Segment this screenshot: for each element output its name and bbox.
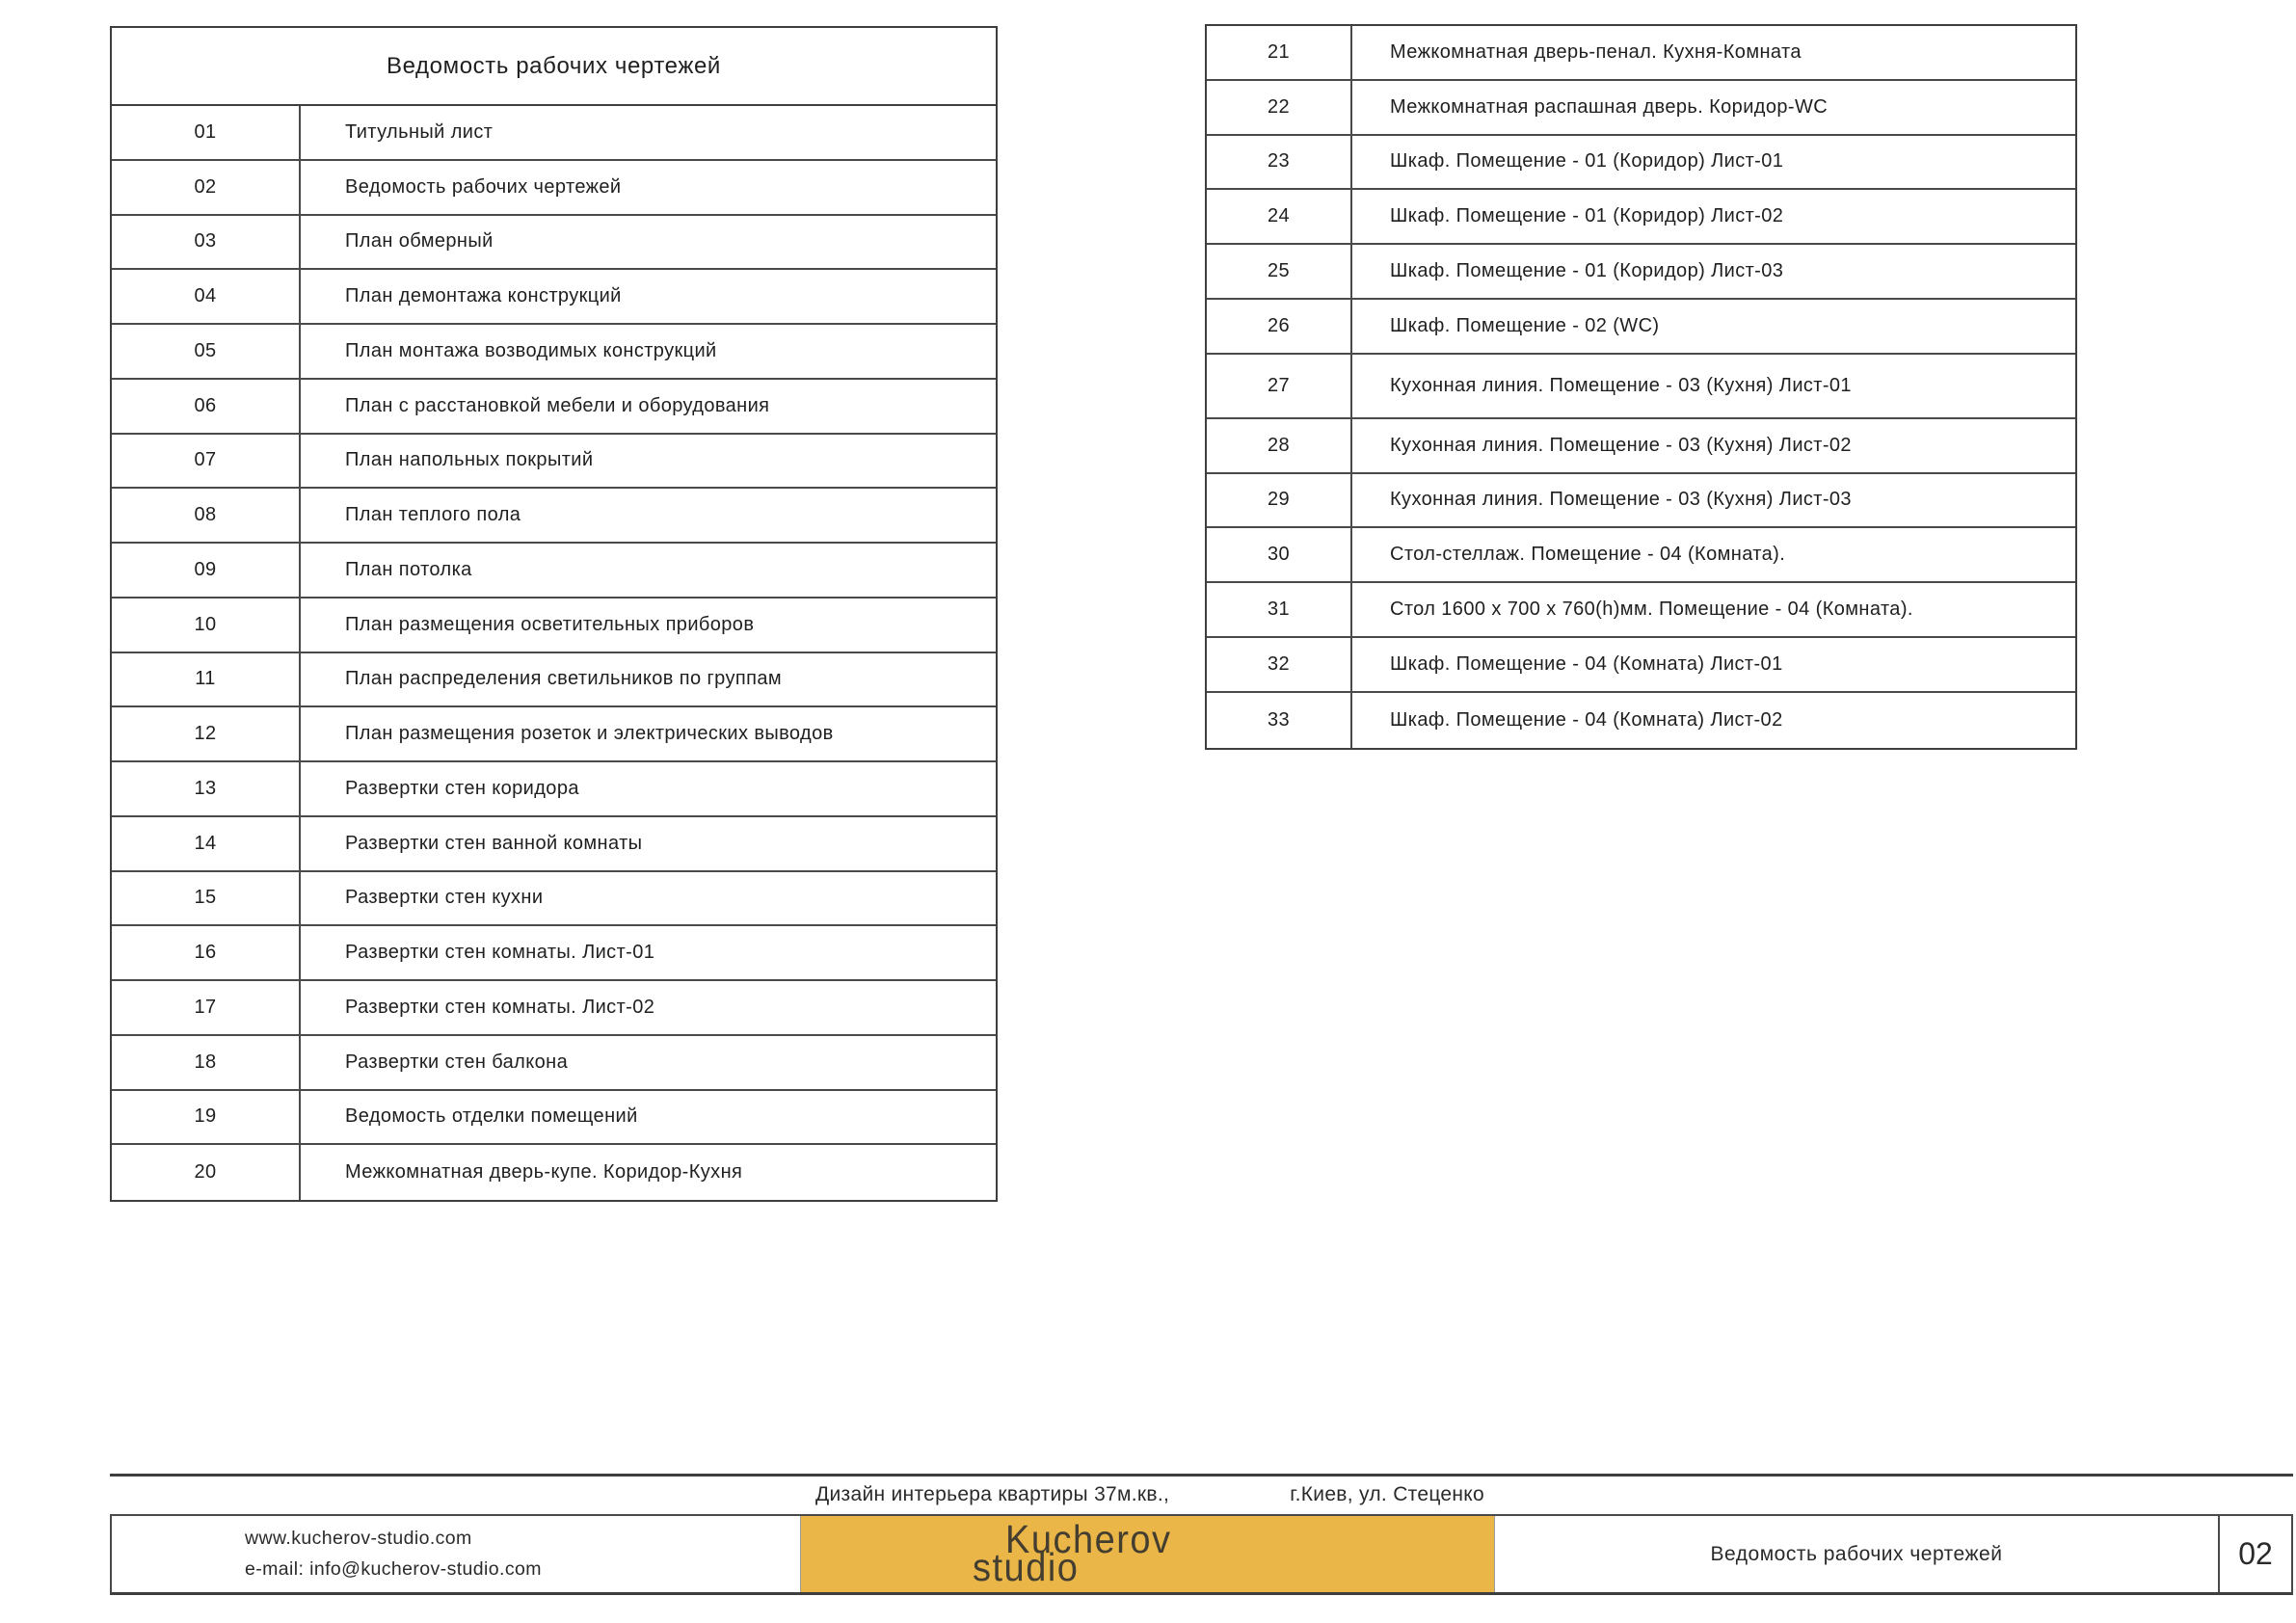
table-row [112, 762, 996, 817]
sheet-title-cell: Стол 1600 x 700 x 760(h)мм. Помещение - 04 (Комната). [1390, 599, 1913, 621]
project-name: Дизайн интерьера квартиры 37м.кв., [815, 1483, 1170, 1505]
sheet-title-cell: Кухонная линия. Помещение - 03 (Кухня) Лист-03 [1390, 489, 1852, 511]
sheet-number-cell: 12 [112, 707, 301, 760]
sheet-number-cell: 18 [112, 1036, 301, 1089]
table-row [1207, 474, 2075, 529]
sheet-number-cell: 07 [112, 435, 301, 488]
sheet-title-cell: Шкаф. Помещение - 02 (WC) [1390, 314, 1660, 336]
sheet-title-cell: Кухонная линия. Помещение - 03 (Кухня) Лист-02 [1390, 434, 1852, 456]
sheet-title-cell: Развертки стен коридора [345, 777, 579, 799]
sheet-title-cell: Межкомнатная дверь-пенал. Кухня-Комната [1390, 40, 1802, 63]
logo-word-studio: studio [973, 1546, 1080, 1590]
sheet-number-cell: 05 [112, 325, 301, 378]
project-description-row [815, 1477, 1484, 1512]
sheet-title-cell: Развертки стен комнаты. Лист-02 [345, 996, 655, 1018]
sheet-number-cell: 21 [1207, 26, 1352, 79]
table-row [1207, 136, 2075, 191]
contact-cell [112, 1516, 800, 1592]
sheet-number-cell: 30 [1207, 528, 1352, 581]
drawing-register-table-right [1205, 24, 2077, 750]
sheet-number-cell: 23 [1207, 136, 1352, 189]
sheet-title-cell: Шкаф. Помещение - 01 (Коридор) Лист-01 [1390, 150, 1784, 173]
sheet-title-cell: Развертки стен комнаты. Лист-01 [345, 942, 655, 964]
table-row [112, 707, 996, 762]
sheet-number-cell: 26 [1207, 300, 1352, 353]
table-row [112, 216, 996, 271]
sheet-title-cell: План распределения светильников по группам [345, 668, 782, 690]
sheet-title-cell: План размещения розеток и электрических выводов [345, 723, 834, 745]
table-row [112, 599, 996, 653]
sheet-number-cell: 16 [112, 926, 301, 979]
sheet-number-cell: 27 [1207, 355, 1352, 417]
table-row [112, 325, 996, 380]
sheet-number-cell: 06 [112, 380, 301, 433]
table-row [112, 161, 996, 216]
sheet-number-cell: 15 [112, 872, 301, 925]
email-link[interactable]: e-mail: info@kucherov-studio.com [245, 1558, 542, 1580]
table-row [112, 106, 996, 161]
sheet-number-cell: 02 [112, 161, 301, 214]
table-row [1207, 245, 2075, 300]
logo-word-kucherov: Kucherov [1005, 1518, 1172, 1562]
register-title: Ведомость рабочих чертежей [112, 28, 996, 106]
sheet-number-cell: 29 [1207, 474, 1352, 527]
table-row [112, 270, 996, 325]
sheet-title-cell: План обмерный [345, 230, 494, 253]
table-row [112, 926, 996, 981]
sheet-title-cell: Ведомость отделки помещений [345, 1105, 638, 1128]
table-row [1207, 693, 2075, 748]
table-row [1207, 190, 2075, 245]
sheet-title-cell: Развертки стен кухни [345, 887, 544, 909]
sheet-title: Ведомость рабочих чертежей [1710, 1542, 2003, 1565]
table-row [112, 872, 996, 927]
sheet-number-cell: 24 [1207, 190, 1352, 243]
sheet-number-cell: 01 [112, 106, 301, 159]
sheet-number-cell: 33 [1207, 693, 1352, 748]
titleblock-strip [110, 1514, 2293, 1595]
table-row [112, 435, 996, 490]
sheet-number-cell: 28 [1207, 419, 1352, 472]
sheet-title-cell: Шкаф. Помещение - 01 (Коридор) Лист-02 [1390, 205, 1784, 227]
website-link[interactable]: www.kucherov-studio.com [245, 1528, 472, 1549]
sheet-number-cell: 20 [112, 1145, 301, 1200]
table-row [1207, 355, 2075, 419]
titleblock-top-rule [110, 1474, 2293, 1477]
table-row [1207, 528, 2075, 583]
sheet-title-cell: Стол-стеллаж. Помещение - 04 (Комната). [1390, 544, 1786, 566]
sheet-number-cell: 14 [112, 817, 301, 870]
sheet-title-cell: План потолка [345, 558, 472, 580]
sheet-title-cell: Развертки стен ванной комнаты [345, 832, 643, 854]
sheet-title-cell: План напольных покрытий [345, 449, 594, 471]
table-row [112, 489, 996, 544]
studio-logo [800, 1516, 1495, 1592]
sheet-number-cell: 03 [112, 216, 301, 269]
table-row [1207, 638, 2075, 693]
table-row [112, 1091, 996, 1146]
sheet-title-cell: Кухонная линия. Помещение - 03 (Кухня) Лист-01 [1390, 374, 1852, 396]
table-row [1207, 583, 2075, 638]
sheet-title-cell: План теплого пола [345, 504, 521, 526]
sheet-title-cell: Шкаф. Помещение - 04 (Комната) Лист-01 [1390, 652, 1783, 675]
sheet-title-cell: План с расстановкой мебели и оборудования [345, 394, 770, 416]
sheet-title-cell: Межкомнатная дверь-купе. Коридор-Кухня [345, 1161, 743, 1184]
table-row [112, 544, 996, 599]
sheet-number-cell: 11 [112, 653, 301, 706]
sheet-title-cell: Титульный лист [345, 120, 494, 143]
sheet-title-cell: План демонтажа конструкций [345, 285, 622, 307]
register-body-right [1207, 26, 2075, 748]
table-row [1207, 300, 2075, 355]
sheet-number-cell: 19 [112, 1091, 301, 1144]
table-row [112, 653, 996, 708]
sheet-number-cell: 32 [1207, 638, 1352, 691]
sheet-number-cell: 04 [112, 270, 301, 323]
table-row [1207, 26, 2075, 81]
table-row [112, 380, 996, 435]
table-row [112, 1036, 996, 1091]
table-row [1207, 419, 2075, 474]
sheet-number: 02 [2218, 1516, 2291, 1592]
table-row [112, 817, 996, 872]
sheet-title-cell: Ведомость рабочих чертежей [345, 175, 622, 198]
sheet-number-cell: 10 [112, 599, 301, 652]
sheet-title-cell: Шкаф. Помещение - 01 (Коридор) Лист-03 [1390, 260, 1784, 282]
sheet-title-cell: План размещения осветительных приборов [345, 613, 755, 635]
table-row [1207, 81, 2075, 136]
sheet-number-cell: 22 [1207, 81, 1352, 134]
project-location: г.Киев, ул. Стеценко [1290, 1483, 1484, 1505]
sheet-number-cell: 08 [112, 489, 301, 542]
sheet-number-cell: 17 [112, 981, 301, 1034]
table-row [112, 981, 996, 1036]
sheet-title-cell: Межкомнатная распашная дверь. Коридор-WC [1390, 95, 1829, 118]
sheet-number-cell: 31 [1207, 583, 1352, 636]
table-row [112, 1145, 996, 1200]
sheet-title-cell: Шкаф. Помещение - 04 (Комната) Лист-02 [1390, 708, 1783, 731]
drawing-register-table-left [110, 26, 998, 1202]
sheet-title-cell: План монтажа возводимых конструкций [345, 339, 717, 361]
sheet-title-cell: Развертки стен балкона [345, 1051, 569, 1073]
sheet-number-cell: 09 [112, 544, 301, 597]
sheet-number-cell: 13 [112, 762, 301, 815]
register-body-left [112, 106, 996, 1200]
sheet-number-cell: 25 [1207, 245, 1352, 298]
